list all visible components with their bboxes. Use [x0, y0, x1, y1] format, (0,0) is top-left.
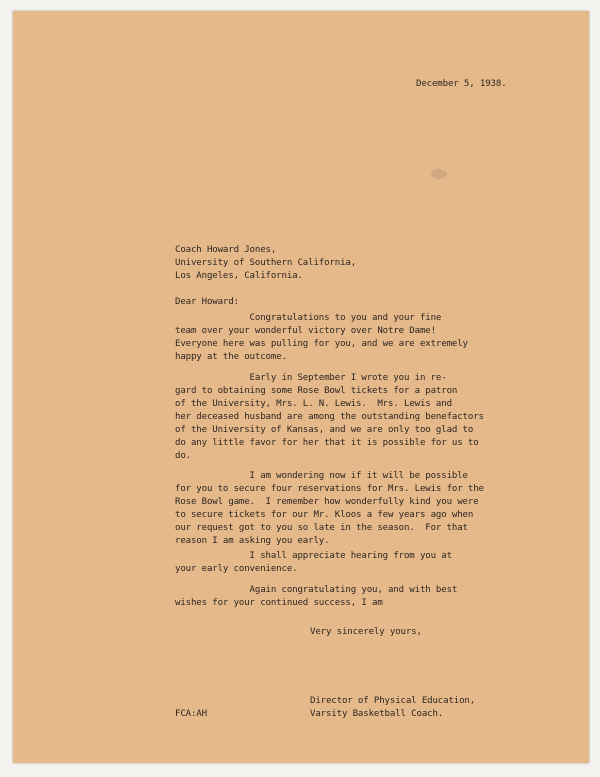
complimentary-close: Very sincerely yours,: [310, 627, 422, 637]
body-line: team over your wonderful victory over Notre Dame!: [175, 326, 436, 336]
letter-page: [13, 11, 589, 763]
body-line: Early in September I wrote you in re-: [175, 373, 447, 383]
body-line: Again congratulating you, and with best: [175, 585, 458, 595]
recipient-line: University of Southern California,: [175, 258, 357, 268]
body-line: Everyone here was pulling for you, and we are extremely: [175, 339, 468, 349]
body-line: wishes for your continued success, I am: [175, 598, 383, 608]
body-line: to secure tickets for our Mr. Kloos a few years ago when: [175, 510, 474, 520]
body-line: do.: [175, 451, 191, 461]
signature-title-line: Director of Physical Education,: [310, 696, 476, 706]
body-line: Rose Bowl game. I remember how wonderfully kind you were: [175, 497, 479, 507]
body-line: her deceased husband are among the outstanding benefactors: [175, 412, 484, 422]
recipient-line: Los Angeles, California.: [175, 271, 303, 281]
recipient-line: Coach Howard Jones,: [175, 245, 277, 255]
body-line: our request got to you so late in the season. For that: [175, 523, 468, 533]
body-line: of the University, Mrs. L. N. Lewis. Mrs. Lewis and: [175, 399, 452, 409]
signature-title-line: Varsity Basketball Coach.: [310, 709, 444, 719]
body-line: your early convenience.: [175, 564, 298, 574]
body-line: gard to obtaining some Rose Bowl tickets for a patron: [175, 386, 458, 396]
salutation: Dear Howard:: [175, 297, 239, 307]
body-line: I shall appreciate hearing from you at: [175, 551, 452, 561]
body-line: Congratulations to you and your fine: [175, 313, 442, 323]
ink-smudge: [431, 169, 447, 179]
typist-initials: FCA:AH: [175, 709, 207, 719]
body-line: I am wondering now if it will be possible: [175, 471, 468, 481]
body-line: of the University of Kansas, and we are only too glad to: [175, 425, 474, 435]
body-line: reason I am asking you early.: [175, 536, 330, 546]
body-line: do any little favor for her that it is possible for us to: [175, 438, 479, 448]
letter-date: December 5, 1938.: [416, 79, 507, 89]
body-line: happy at the outcome.: [175, 352, 287, 362]
body-line: for you to secure four reservations for Mrs. Lewis for the: [175, 484, 484, 494]
